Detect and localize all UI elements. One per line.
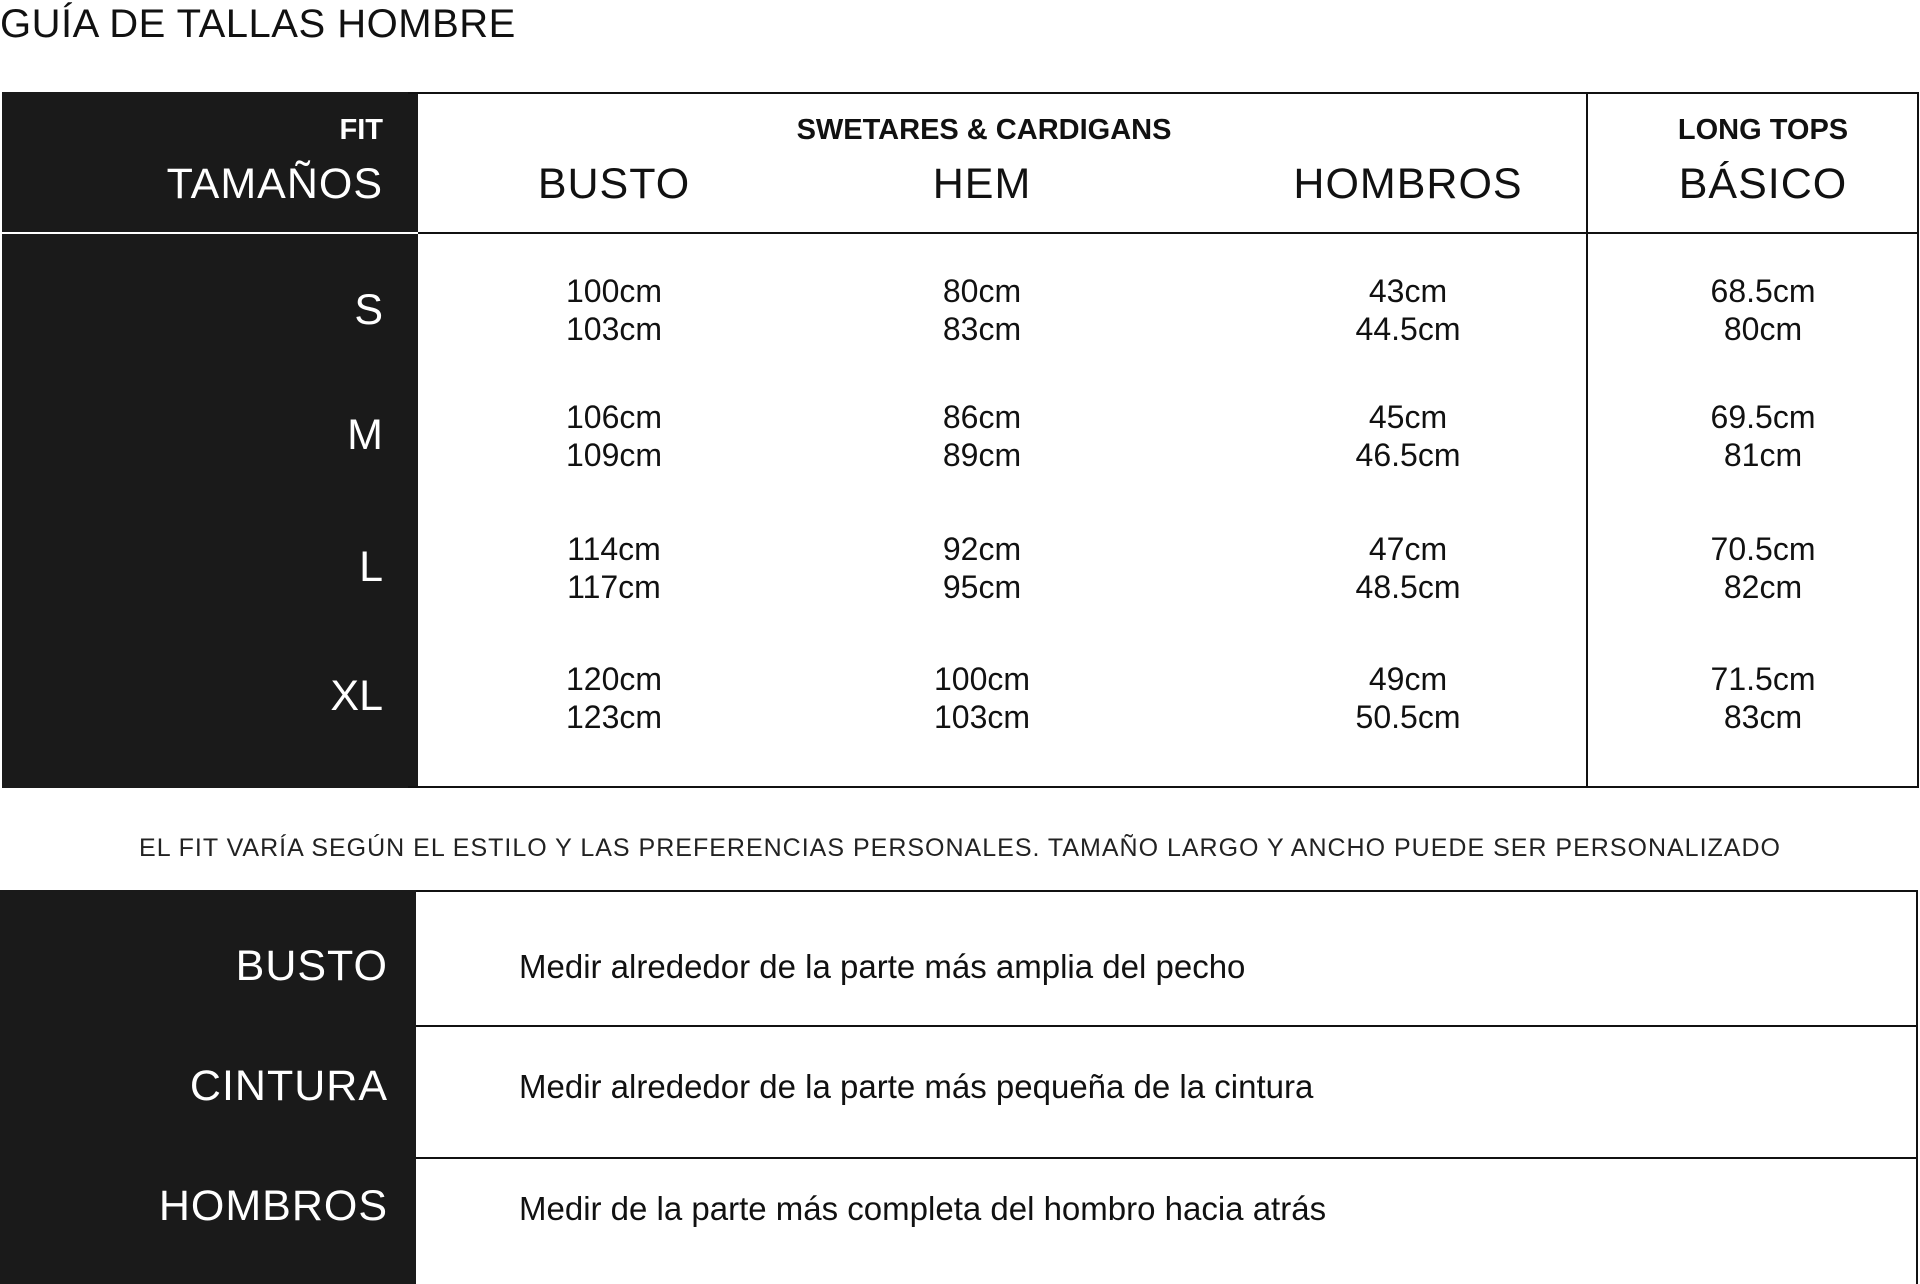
- header-underline: [418, 232, 1919, 234]
- sizes-label: TAMAÑOS: [166, 160, 383, 208]
- header-divider: [2, 232, 418, 234]
- size-label: L: [359, 543, 383, 591]
- measurement-row-divider: [416, 1025, 1918, 1027]
- table-cell: 45cm 46.5cm: [1355, 399, 1461, 473]
- size-label: XL: [330, 672, 383, 720]
- table-cell: 114cm 117cm: [567, 531, 661, 605]
- measurement-border-right: [1916, 890, 1918, 1284]
- group-label-long-tops: LONG TOPS: [1677, 114, 1849, 146]
- measurement-label-hombros: HOMBROS: [158, 1182, 388, 1230]
- table-cell: 47cm 48.5cm: [1355, 531, 1461, 605]
- table-cell: 106cm 109cm: [565, 399, 663, 473]
- measurement-description-cintura: Medir alrededor de la parte más pequeña de la cintura: [519, 1068, 1314, 1105]
- column-header-basico: BÁSICO: [1678, 160, 1848, 208]
- table-cell: 70.5cm 82cm: [1710, 531, 1816, 605]
- table-cell: 69.5cm 81cm: [1710, 399, 1816, 473]
- fit-label: FIT: [339, 114, 383, 146]
- table-cell: 43cm 44.5cm: [1355, 273, 1461, 347]
- measurement-border-top: [416, 890, 1918, 892]
- group-divider: [1586, 92, 1588, 788]
- column-header-hem: HEM: [932, 160, 1032, 208]
- table-border-bottom: [408, 786, 1919, 788]
- table-border-right: [1917, 92, 1919, 788]
- column-header-busto: BUSTO: [537, 160, 691, 208]
- measurement-table: [0, 890, 1920, 1284]
- table-cell: 86cm 89cm: [942, 399, 1022, 473]
- table-cell: 120cm 123cm: [565, 661, 663, 735]
- measurement-row-divider: [416, 1157, 1918, 1159]
- table-cell: 71.5cm 83cm: [1710, 661, 1816, 735]
- table-cell: 100cm 103cm: [933, 661, 1031, 735]
- measurement-label-cintura: CINTURA: [189, 1062, 388, 1110]
- measurement-label-busto: BUSTO: [235, 942, 388, 990]
- measurement-description-busto: Medir alrededor de la parte más amplia del pecho: [519, 948, 1246, 985]
- column-header-hombros: HOMBROS: [1293, 160, 1523, 208]
- table-border-top: [408, 92, 1919, 94]
- table-cell: 100cm 103cm: [565, 273, 663, 347]
- measurement-description-hombros: Medir de la parte más completa del hombro hacia atrás: [519, 1190, 1327, 1227]
- page-title: GUÍA DE TALLAS HOMBRE: [0, 2, 516, 46]
- table-cell: 80cm 83cm: [942, 273, 1022, 347]
- table-cell: 68.5cm 80cm: [1710, 273, 1816, 347]
- size-label: M: [347, 411, 383, 459]
- size-label: S: [354, 286, 383, 334]
- size-table: [2, 92, 1919, 788]
- table-cell: 49cm 50.5cm: [1355, 661, 1461, 735]
- table-cell: 92cm 95cm: [942, 531, 1022, 605]
- fit-note: EL FIT VARÍA SEGÚN EL ESTILO Y LAS PREFERENCIAS PERSONALES. TAMAÑO LARGO Y ANCHO PUEDE SER PERSONALIZADO: [139, 834, 1781, 862]
- group-label-sweaters: SWETARES & CARDIGANS: [796, 114, 1172, 146]
